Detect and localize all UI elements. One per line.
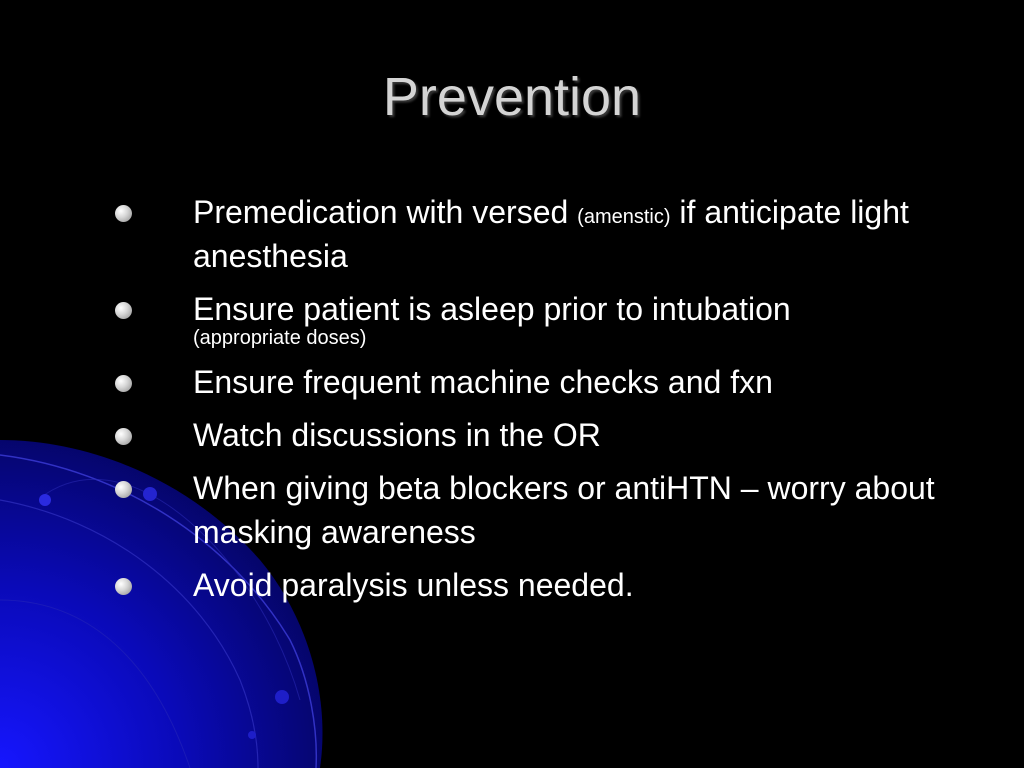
bullet-text: Avoid paralysis unless needed. [193, 567, 634, 603]
decor-dot-3 [275, 690, 289, 704]
bullet-text-rest: if anticipate light anesthesia [193, 194, 909, 274]
bullet-item-3 [0, 360, 1024, 404]
bullet-item-1 [0, 190, 1024, 278]
bullet-dot-icon [115, 578, 132, 595]
bullet-dot-icon [115, 481, 132, 498]
decor-dot-4 [248, 731, 256, 739]
bullet-text: Watch discussions in the OR [193, 417, 601, 453]
bullet-text: When giving beta blockers or antiHTN – worry about masking awareness [193, 470, 935, 550]
bullet-text: Premedication with versed [193, 194, 569, 230]
bullet-list [0, 190, 1024, 616]
bullet-text: Ensure frequent machine checks and fxn [193, 364, 773, 400]
bullet-aside: (amenstic) [577, 206, 671, 228]
bullet-item-4 [0, 413, 1024, 457]
bullet-dot-icon [115, 375, 132, 392]
bullet-item-2 [0, 287, 1024, 351]
bullet-item-5 [0, 466, 1024, 554]
bullet-dot-icon [115, 302, 132, 319]
bullet-item-6 [0, 563, 1024, 607]
bullet-text: Ensure patient is asleep prior to intubation [193, 291, 791, 327]
bullet-dot-icon [115, 205, 132, 222]
bullet-subnote: (appropriate doses) [193, 327, 367, 349]
slide-title: Prevention [382, 67, 642, 127]
bullet-dot-icon [115, 428, 132, 445]
